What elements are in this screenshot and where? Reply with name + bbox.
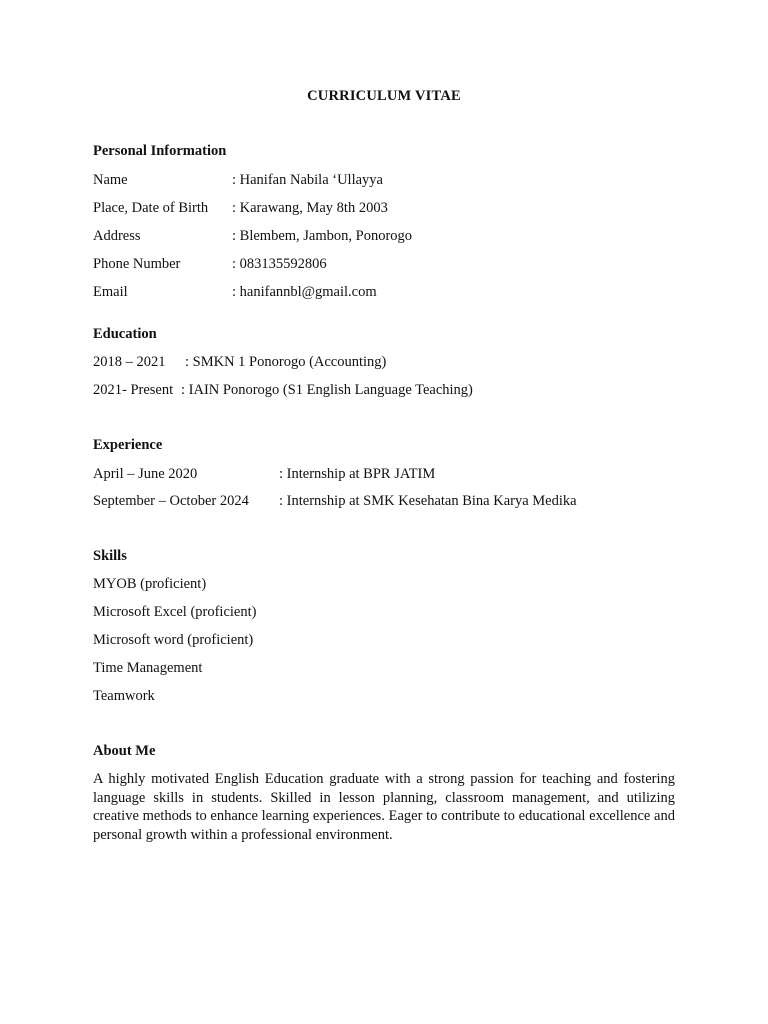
field-label: Name [93, 172, 128, 188]
field-value: : Blembem, Jambon, Ponorogo [232, 228, 413, 244]
experience-period: September – October 2024 [93, 493, 249, 509]
education-period: 2018 – 2021 [93, 354, 166, 370]
about-paragraph: A highly motivated English Education graduate with a strong passion for teaching and fostering language skills in students. Skilled in lesson planning, classroom management, and utilizing creative methods to enhance learning experiences. Eager to contribute to educational excellence and personal growth within a professional environment. [93, 771, 675, 843]
field-label: Phone Number [93, 256, 181, 272]
skill-item: Microsoft Excel (proficient) [93, 604, 257, 620]
field-value: : hanifannbl@gmail.com [232, 284, 377, 300]
experience-description: : Internship at BPR JATIM [279, 466, 436, 482]
field-label: Place, Date of Birth [93, 200, 209, 216]
education-period: 2021- Present [93, 382, 174, 398]
education-institution: : SMKN 1 Ponorogo (Accounting) [185, 354, 387, 370]
skill-item: Microsoft word (proficient) [93, 632, 254, 648]
about-heading: About Me [93, 743, 156, 759]
field-label: Address [93, 228, 141, 244]
skills-heading: Skills [93, 548, 127, 564]
experience-description: : Internship at SMK Kesehatan Bina Karya Medika [279, 493, 577, 509]
skill-item: Time Management [93, 660, 203, 676]
field-label: Email [93, 284, 128, 300]
education-institution: : IAIN Ponorogo (S1 English Language Teaching) [181, 382, 473, 398]
skill-item: MYOB (proficient) [93, 576, 207, 592]
field-value: : Hanifan Nabila ‘Ullayya [232, 172, 383, 188]
document-title: CURRICULUM VITAE [307, 88, 461, 104]
field-value: : 083135592806 [232, 256, 327, 272]
experience-heading: Experience [93, 437, 163, 453]
personal-info-heading: Personal Information [93, 143, 227, 159]
skill-item: Teamwork [93, 688, 155, 704]
field-value: : Karawang, May 8th 2003 [232, 200, 388, 216]
experience-period: April – June 2020 [93, 466, 198, 482]
education-heading: Education [93, 326, 157, 342]
